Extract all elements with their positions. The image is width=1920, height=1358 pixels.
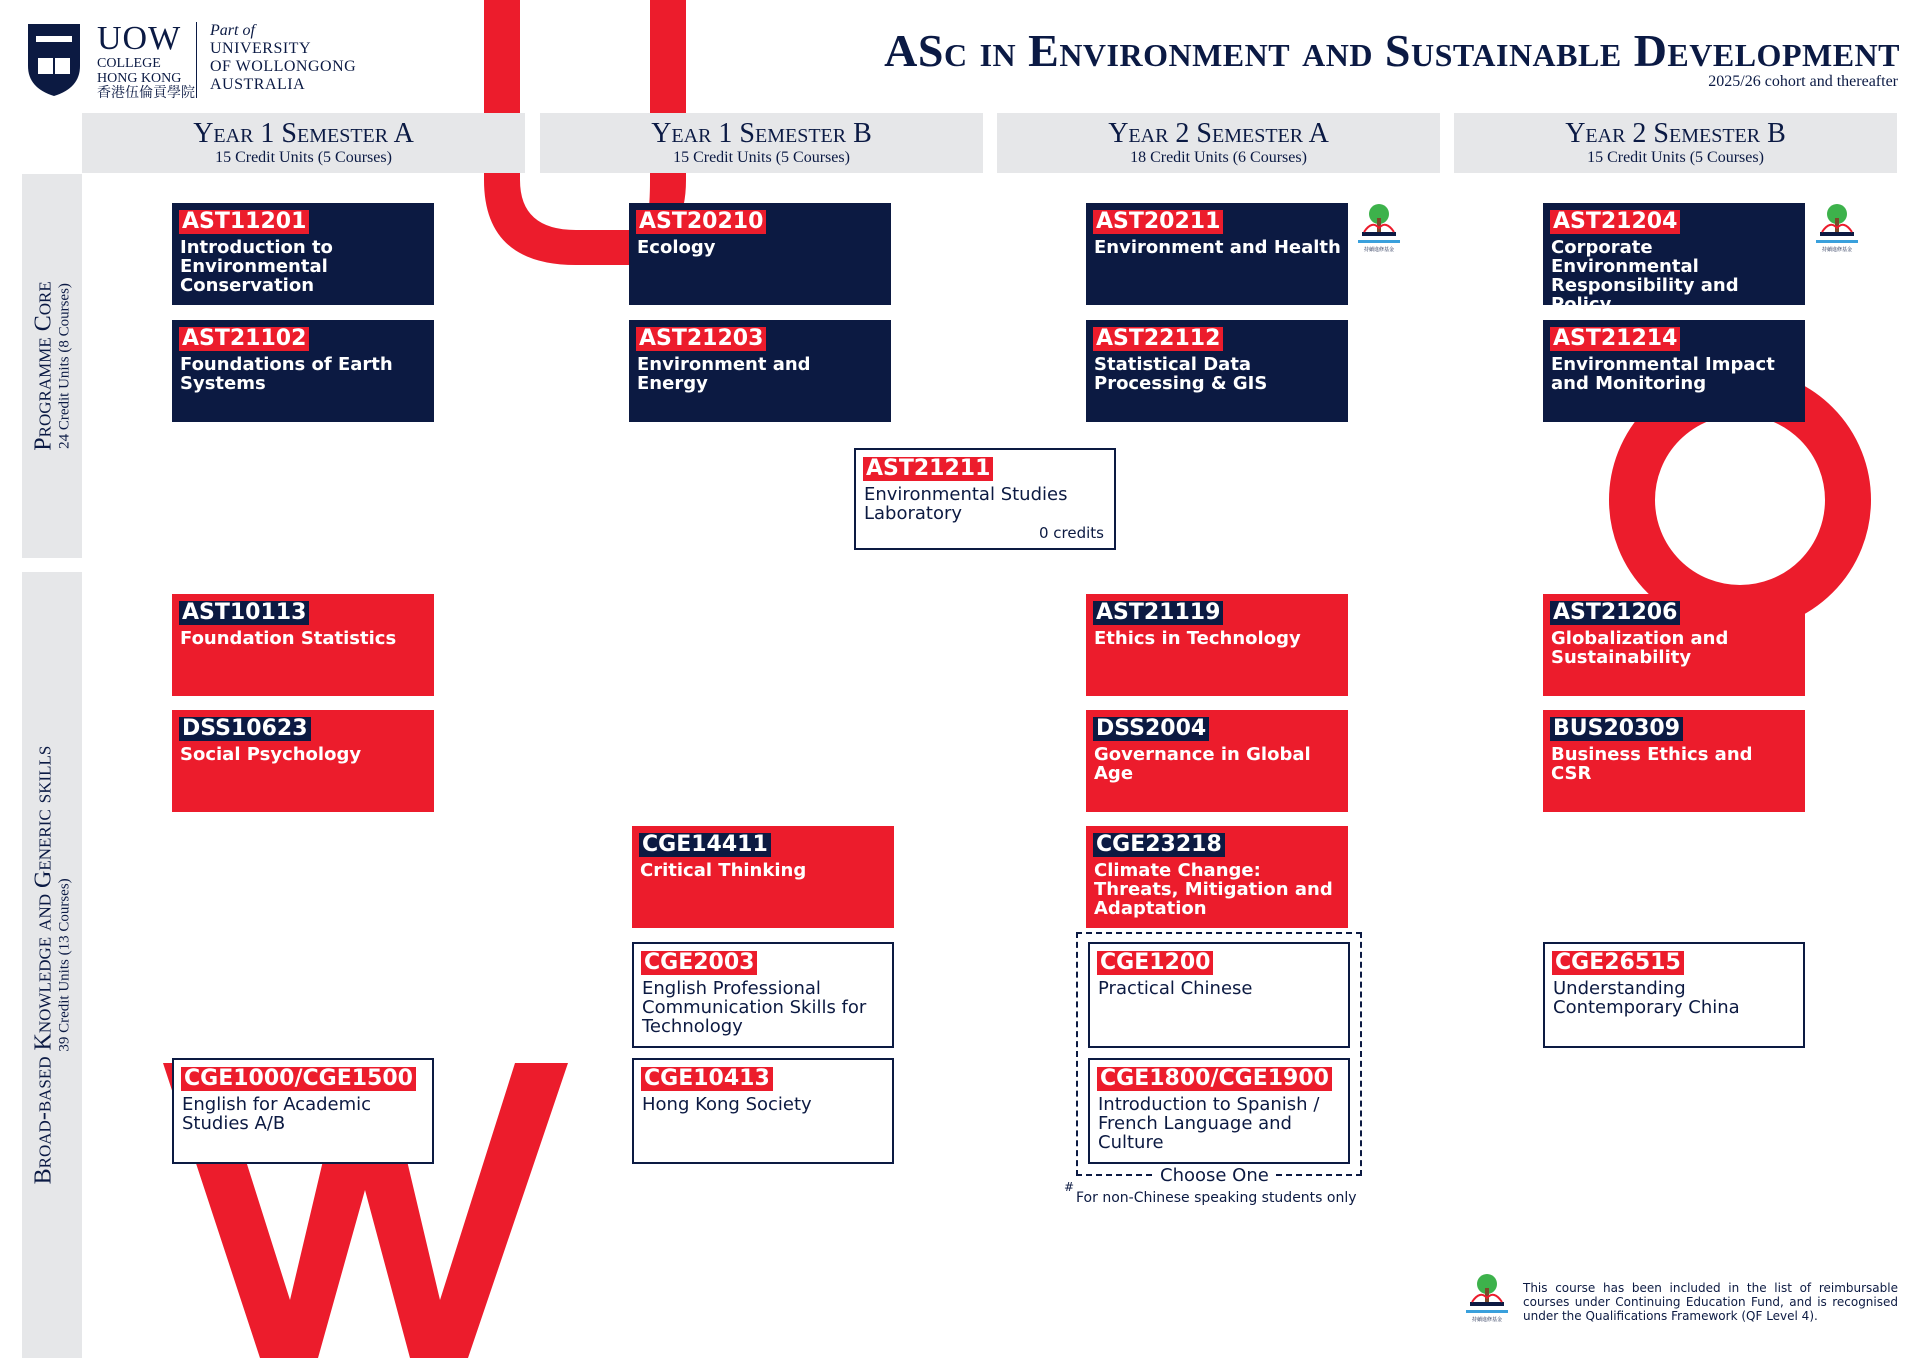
course-card-ast21211[interactable]: [854, 448, 1116, 550]
course-title: Understanding Contemporary China: [1553, 978, 1740, 1018]
semester-credits: 15 Credit Units (5 Courses): [215, 149, 392, 166]
section-title: Broad-based Knowledge and Generic skills: [30, 745, 57, 1185]
semester-header-y2a: [997, 113, 1440, 173]
course-code: AST21211: [863, 457, 993, 481]
course-title: Introduction to Environmental Conservation: [180, 237, 333, 296]
course-card-ast11201[interactable]: [172, 203, 434, 305]
semester-header-y1a: [82, 113, 525, 173]
course-card-ast22112[interactable]: [1086, 320, 1348, 422]
logo-chinese-name: 香港伍倫貢學院: [97, 86, 195, 101]
course-code: CGE10413: [641, 1067, 773, 1091]
cef-note: This course has been included in the list of reimbursable courses under Continuing Education Fund, and is recognised under the Qualifications Framework (QF Level 4).: [1523, 1281, 1898, 1323]
course-code: AST21119: [1093, 601, 1223, 625]
course-code: AST20211: [1093, 210, 1223, 234]
course-title: Social Psychology: [180, 744, 362, 765]
course-code: AST22112: [1093, 327, 1223, 351]
part-of-uow-logo: [210, 22, 356, 94]
logo-hongkong: HONG KONG: [97, 71, 182, 86]
section-label-programme-core: [22, 174, 82, 558]
course-code: DSS10623: [179, 717, 311, 741]
course-title: Ecology: [637, 237, 716, 258]
course-card-ast21204[interactable]: [1543, 203, 1805, 315]
course-card-cge23218[interactable]: [1086, 826, 1348, 928]
course-title: Practical Chinese: [1098, 978, 1253, 999]
semester-title: Year 1 Semester B: [651, 118, 872, 149]
uow-college-logo-text: [97, 22, 195, 101]
course-title: Business Ethics and CSR: [1551, 744, 1753, 784]
course-code: CGE1800/CGE1900: [1097, 1067, 1332, 1091]
course-card-cge26515[interactable]: [1543, 942, 1805, 1048]
course-card-ast21203[interactable]: [629, 320, 891, 422]
section-credits: 39 Credit Units (13 Courses): [56, 878, 73, 1052]
course-code: AST21214: [1550, 327, 1680, 351]
course-card-ast21119[interactable]: [1086, 594, 1348, 696]
course-code: CGE2003: [641, 951, 757, 975]
semester-title: Year 2 Semester A: [1108, 118, 1329, 149]
course-card-bus20309[interactable]: [1543, 710, 1805, 812]
course-title: Environment and Health: [1094, 237, 1341, 258]
cef-logo-text: 持續進修基金: [1471, 1317, 1503, 1323]
course-card-cge14411[interactable]: [632, 826, 894, 928]
logo-college: COLLEGE: [97, 56, 161, 71]
cohort-subtitle: 2025/26 cohort and thereafter: [1708, 73, 1898, 90]
course-card-ast10113[interactable]: [172, 594, 434, 696]
course-title: Environmental Impact and Monitoring: [1551, 354, 1775, 394]
course-title: Ethics in Technology: [1094, 628, 1301, 649]
logo-divider: [196, 22, 197, 98]
semester-header-y2b: [1454, 113, 1897, 173]
course-code: CGE14411: [639, 833, 771, 857]
course-card-dss2004[interactable]: [1086, 710, 1348, 812]
course-title: Introduction to Spanish / French Language and Culture: [1098, 1094, 1320, 1153]
section-credits: 24 Credit Units (8 Courses): [56, 283, 73, 449]
university-line-3: AUSTRALIA: [210, 76, 306, 93]
course-code: CGE1200: [1097, 951, 1213, 975]
course-title: English for Academic Studies A/B: [182, 1094, 372, 1134]
section-title: Programme Core: [30, 281, 57, 451]
semester-title: Year 1 Semester A: [193, 118, 414, 149]
course-card-ast20210[interactable]: [629, 203, 891, 305]
semester-title: Year 2 Semester B: [1565, 118, 1786, 149]
course-code: AST10113: [179, 601, 309, 625]
course-code: DSS2004: [1093, 717, 1209, 741]
course-title: Climate Change: Threats, Mitigation and Adaptation: [1094, 860, 1333, 919]
part-of-label: Part of: [210, 22, 255, 39]
footnote-text: For non-Chinese speaking students only: [1076, 1190, 1357, 1206]
cef-logo-text: 持續進修基金: [1821, 247, 1853, 253]
course-code: AST11201: [179, 210, 309, 234]
course-title: Foundations of Earth Systems: [180, 354, 393, 394]
decorative-o-ring: [1632, 392, 1848, 608]
college-crest-logo: [24, 18, 84, 98]
university-line-1: UNIVERSITY: [210, 40, 311, 57]
semester-credits: 15 Credit Units (5 Courses): [673, 149, 850, 166]
semester-header-y1b: [540, 113, 983, 173]
cef-logo-icon: [1352, 198, 1406, 254]
logo-uow: UOW: [97, 20, 182, 57]
cef-logo-icon: [1460, 1268, 1514, 1324]
course-title: Environment and Energy: [637, 354, 811, 394]
course-title: Foundation Statistics: [180, 628, 397, 649]
course-title: Hong Kong Society: [642, 1094, 812, 1115]
course-code: BUS20309: [1550, 717, 1683, 741]
university-line-2: OF WOLLONGONG: [210, 58, 357, 75]
course-title: Governance in Global Age: [1094, 744, 1311, 784]
course-code: CGE23218: [1093, 833, 1225, 857]
course-code: CGE1000/CGE1500: [181, 1067, 416, 1091]
course-credit-note: 0 credits: [1038, 524, 1104, 542]
choose-one-group-border: [1076, 932, 1362, 1176]
course-code: AST21203: [636, 327, 766, 351]
course-card-ast21206[interactable]: [1543, 594, 1805, 696]
course-title: Globalization and Sustainability: [1551, 628, 1729, 668]
choose-one-label: Choose One: [1154, 1165, 1275, 1186]
course-title: Environmental Studies Laboratory: [864, 484, 1068, 524]
semester-credits: 15 Credit Units (5 Courses): [1587, 149, 1764, 166]
cef-logo-icon: [1810, 198, 1864, 254]
course-card-cge1000-cge1500[interactable]: [172, 1058, 434, 1164]
course-code: AST21204: [1550, 210, 1680, 234]
course-code: CGE26515: [1552, 951, 1684, 975]
footnote-mark: #: [1064, 1180, 1075, 1194]
course-card-ast20211[interactable]: [1086, 203, 1348, 305]
course-code: AST20210: [636, 210, 766, 234]
course-title: Statistical Data Processing & GIS: [1094, 354, 1268, 394]
course-title: Corporate Environmental Responsibility and Policy: [1551, 237, 1739, 315]
course-card-cge10413[interactable]: [632, 1058, 894, 1164]
course-card-cge2003[interactable]: [632, 942, 894, 1048]
course-title: Critical Thinking: [640, 860, 807, 881]
semester-credits: 18 Credit Units (6 Courses): [1130, 149, 1307, 166]
course-title: English Professional Communication Skills for Technology: [642, 978, 867, 1037]
cef-logo-text: 持續進修基金: [1363, 247, 1395, 253]
page-title: ASc in Environment and Sustainable Development: [884, 25, 1900, 76]
course-code: AST21206: [1550, 601, 1680, 625]
course-card-ast21214[interactable]: [1543, 320, 1805, 422]
course-card-dss10623[interactable]: [172, 710, 434, 812]
course-code: AST21102: [179, 327, 309, 351]
section-label-broad-based: [22, 572, 82, 1358]
course-card-ast21102[interactable]: [172, 320, 434, 422]
